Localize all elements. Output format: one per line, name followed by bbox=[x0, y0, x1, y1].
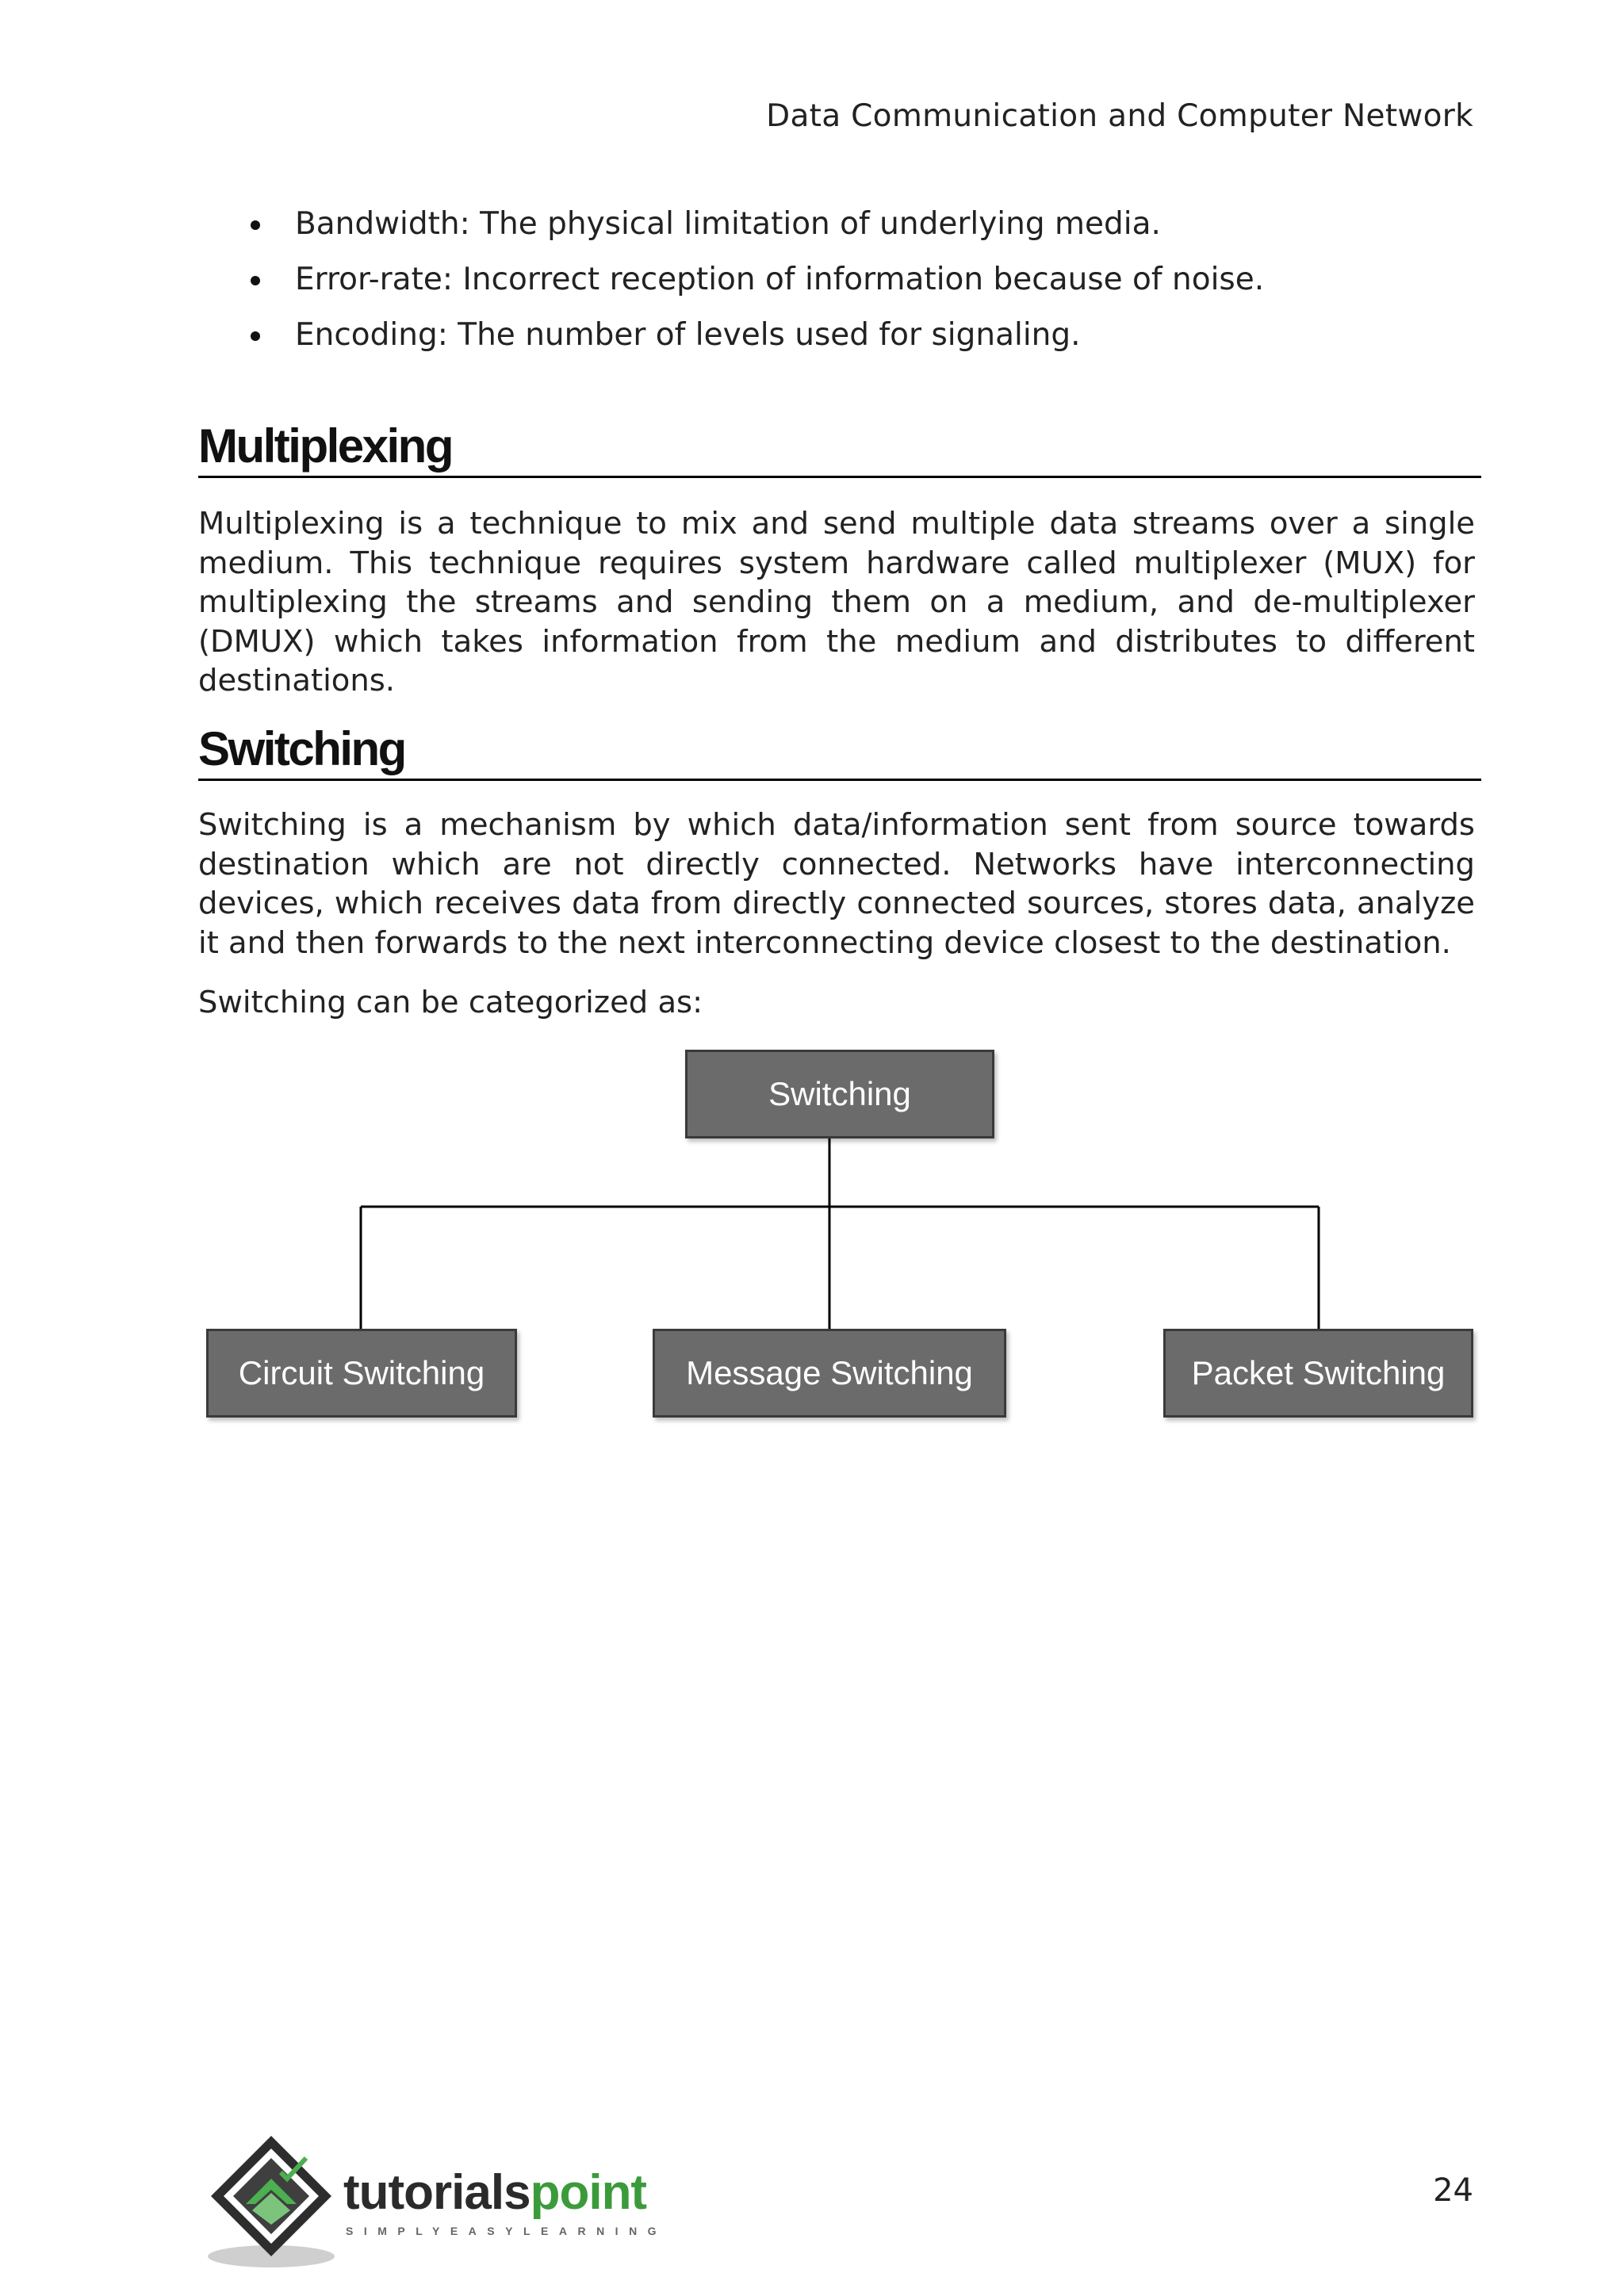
diagram-root-node: Switching bbox=[685, 1050, 994, 1138]
bullet-icon bbox=[251, 220, 260, 230]
switching-heading: Switching bbox=[198, 723, 1481, 781]
logo-tagline: SIMPLYEASYLEARNING bbox=[346, 2225, 668, 2237]
list-item bbox=[198, 252, 1483, 308]
multiplexing-heading: Multiplexing bbox=[198, 420, 1481, 478]
list-item-text: Error-rate: Incorrect reception of information because of noise. bbox=[295, 262, 1265, 297]
running-header: Data Communication and Computer Network bbox=[766, 98, 1473, 134]
logo-diamond-icon bbox=[205, 2131, 339, 2274]
bullet-list bbox=[198, 197, 1483, 363]
diagram-node-message-switching: Message Switching bbox=[653, 1329, 1006, 1418]
list-item-text: Encoding: The number of levels used for signaling. bbox=[295, 317, 1081, 353]
logo-text-accent: point bbox=[530, 2165, 647, 2220]
bullet-icon bbox=[251, 276, 260, 285]
switching-intro: Switching can be categorized as: bbox=[198, 985, 703, 1020]
switching-paragraph: Switching is a mechanism by which data/information sent from source towards destination which are not directly connected. Networks have interconnecting devices, which receives data from directly connected sources, stores data, analyze it and then forwards to the next interconnecting device closest to the destination. bbox=[198, 807, 1475, 961]
logo-text-main: tutorials bbox=[343, 2165, 530, 2220]
page-number: 24 bbox=[1433, 2172, 1473, 2209]
diagram-node-packet-switching: Packet Switching bbox=[1163, 1329, 1473, 1418]
diagram-node-circuit-switching: Circuit Switching bbox=[206, 1329, 517, 1418]
list-item bbox=[198, 308, 1483, 363]
tutorialspoint-logo bbox=[205, 2131, 712, 2274]
list-item-text: Bandwidth: The physical limitation of underlying media. bbox=[295, 206, 1161, 242]
list-item bbox=[198, 197, 1483, 252]
multiplexing-paragraph: Multiplexing is a technique to mix and send multiple data streams over a single medium. This technique requires system hardware called multiplexer (MUX) for multiplexing the streams and sending them on a medium, and de-multiplexer (DMUX) which takes information from the medium and distributes to different destinations. bbox=[198, 506, 1475, 698]
bullet-icon bbox=[251, 331, 260, 341]
logo-wordmark bbox=[343, 2164, 646, 2221]
